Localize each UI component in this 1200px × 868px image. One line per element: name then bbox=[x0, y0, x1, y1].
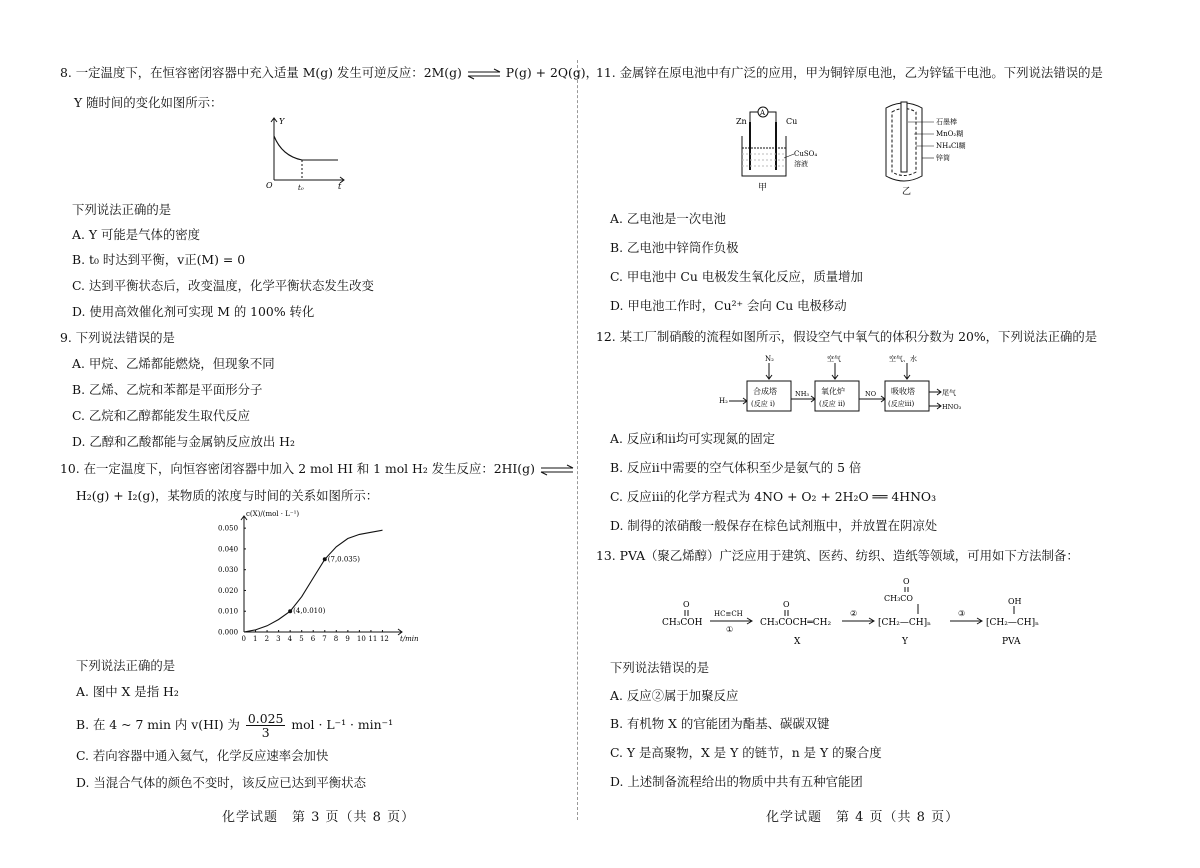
q10-option-d: D. 当混合气体的颜色不变时，该反应已达到平衡状态 bbox=[76, 775, 366, 790]
m3-top-label: CH₃CO bbox=[884, 594, 913, 603]
box2-line1: 氧化炉 bbox=[821, 387, 845, 396]
y-tick-label: 0.040 bbox=[218, 545, 239, 554]
q8-stem-1b: P(g) + 2Q(g)， bbox=[505, 65, 599, 80]
q10-prompt: 下列说法正确的是 bbox=[76, 658, 176, 673]
q8-graph-origin: O bbox=[266, 181, 273, 190]
box2-line2: (反应 ii) bbox=[819, 400, 846, 408]
x-tick-label: 1 bbox=[253, 635, 258, 643]
box1-line2: (反应 i) bbox=[751, 400, 775, 408]
q10-option-b-pre: B. 在 4 ~ 7 min 内 v(HI) 为 bbox=[76, 717, 240, 732]
x-tick-label: 8 bbox=[333, 635, 339, 643]
x-tick-label: 9 bbox=[345, 635, 350, 643]
q10-stem-2: H₂(g) + I₂(g)，某物质的浓度与时间的关系如图所示： bbox=[76, 488, 379, 503]
x-label: X bbox=[794, 637, 801, 647]
h2-label: H₂ bbox=[719, 397, 728, 405]
q8-graph-t0: t₀ bbox=[298, 184, 304, 192]
annotation-label: (4,0.010) bbox=[293, 607, 326, 616]
column-divider bbox=[577, 60, 578, 820]
box1-line1: 合成塔 bbox=[753, 387, 777, 396]
q8-graph-ylabel: Y bbox=[279, 117, 285, 126]
q9-option-d: D. 乙醇和乙酸都能与金属钠反应放出 H₂ bbox=[72, 434, 295, 449]
q10-fraction-denominator: 3 bbox=[261, 725, 270, 740]
solution-label: 溶液 bbox=[794, 160, 808, 168]
concentration-curve bbox=[244, 530, 383, 632]
q9-option-c: C. 乙烷和乙醇都能发生取代反应 bbox=[72, 408, 250, 423]
q13-option-b: B. 有机物 X 的官能团为酯基、碳碳双键 bbox=[610, 716, 830, 731]
y-tick-label: 0.020 bbox=[218, 586, 239, 595]
x-axis-label: t/min bbox=[400, 635, 419, 643]
q10-option-b-fraction bbox=[246, 712, 285, 739]
x-tick-label: 4 bbox=[287, 635, 293, 643]
zinc-can-label: 锌筒 bbox=[936, 154, 950, 162]
y-axis-label: c(X)/(mol · L⁻¹) bbox=[246, 510, 300, 518]
step2-label: ② bbox=[850, 609, 858, 618]
q8-graph-xlabel: t bbox=[338, 182, 342, 191]
x-tick-label: 7 bbox=[322, 635, 327, 643]
q8-prompt: 下列说法正确的是 bbox=[72, 202, 172, 217]
x-tick-label: 12 bbox=[379, 635, 389, 643]
y-tick-label: 0.030 bbox=[218, 566, 239, 575]
m2-o-label: O bbox=[783, 600, 790, 609]
oh-label: OH bbox=[1008, 597, 1022, 606]
x-tick-label: 11 bbox=[368, 635, 378, 643]
x-tick-label: 5 bbox=[299, 635, 304, 643]
q9-stem: 9. 下列说法错误的是 bbox=[60, 330, 175, 345]
q8-stem-1: 8. 一定温度下，在恒容密闭容器中充入适量 M(g) 发生可逆反应：2M(g) bbox=[60, 65, 462, 80]
zn-label: Zn bbox=[736, 117, 747, 126]
q10-stem-1: 10. 在一定温度下，向恒容密闭容器中加入 2 mol HI 和 1 mol H₂ 发生反应：2HI(g) bbox=[60, 461, 535, 476]
step1-label: ① bbox=[726, 625, 734, 634]
q13-option-a: A. 反应②属于加聚反应 bbox=[610, 688, 739, 703]
equilibrium-arrow-icon bbox=[466, 69, 502, 79]
m3-label: [CH₂—CH]ₙ bbox=[878, 618, 931, 628]
m3-o-label: O bbox=[903, 577, 910, 586]
pva-label: PVA bbox=[1002, 637, 1021, 647]
q10-chart bbox=[200, 506, 419, 652]
step3-label: ③ bbox=[958, 609, 966, 618]
q10-option-b-post: mol · L⁻¹ · min⁻¹ bbox=[291, 717, 394, 732]
q13-option-d: D. 上述制备流程给出的物质中共有五种官能团 bbox=[610, 774, 863, 789]
q11-stem: 11. 金属锌在原电池中有广泛的应用，甲为铜锌原电池，乙为锌锰干电池。下列说法错误的是 bbox=[596, 65, 1103, 80]
acetylene-label: HC≡CH bbox=[714, 610, 743, 618]
x-tick-label: 6 bbox=[310, 635, 316, 643]
q13-reaction-scheme bbox=[650, 574, 1070, 648]
x-tick-label: 10 bbox=[356, 635, 366, 643]
y-label: Y bbox=[902, 637, 908, 647]
x-tick-label: 0 bbox=[241, 635, 246, 643]
q12-option-b: B. 反应ⅱ中需要的空气体积至少是氨气的 5 倍 bbox=[610, 460, 862, 475]
q12-option-d: D. 制得的浓硝酸一般保存在棕色试剂瓶中，并放置在阴凉处 bbox=[610, 518, 938, 533]
air-water-label: 空气、水 bbox=[889, 355, 917, 363]
nh3-label: NH₃ bbox=[795, 390, 809, 398]
q9-option-a: A. 甲烷、乙烯都能燃烧，但现象不同 bbox=[72, 356, 275, 371]
mno2-paste-label: MnO₂糊 bbox=[936, 130, 964, 138]
m4-label: [CH₂—CH]ₙ bbox=[986, 618, 1039, 628]
q11-option-a: A. 乙电池是一次电池 bbox=[610, 211, 726, 226]
q13-stem: 13. PVA（聚乙烯醇）广泛应用于建筑、医药、纺织、造纸等领域，可用如下方法制备： bbox=[596, 548, 1079, 563]
y-tick-label: 0.000 bbox=[218, 628, 239, 637]
q10-option-b bbox=[76, 712, 393, 739]
cuso4-label: CuSO₄ bbox=[794, 150, 818, 158]
air-label: 空气 bbox=[827, 355, 841, 363]
q8-stem-2: Y 随时间的变化如图所示： bbox=[74, 95, 223, 110]
q11-option-b: B. 乙电池中锌筒作负极 bbox=[610, 240, 739, 255]
q12-flowchart bbox=[715, 351, 962, 421]
y-tick-label: 0.010 bbox=[218, 607, 239, 616]
m2-label: CH₃COCH═CH₂ bbox=[760, 618, 832, 628]
q8-option-b: B. t₀ 时达到平衡，v正(M) = 0 bbox=[72, 252, 246, 267]
annotation-label: (7,0.035) bbox=[327, 555, 360, 564]
q12-option-c: C. 反应ⅲ的化学方程式为 4NO + O₂ + 2H₂O ══ 4HNO₃ bbox=[610, 489, 937, 504]
q12-option-a: A. 反应ⅰ和ⅱ均可实现氮的固定 bbox=[610, 431, 776, 446]
footer-page-3: 化学试题 第 3 页（共 8 页） bbox=[222, 810, 416, 825]
y-tick-label: 0.050 bbox=[218, 524, 239, 533]
n2-label: N₂ bbox=[765, 355, 774, 363]
no-label: NO bbox=[865, 390, 877, 398]
box3-line1: 吸收塔 bbox=[891, 387, 915, 396]
equilibrium-arrow-icon bbox=[539, 465, 575, 475]
cell-jia-caption: 甲 bbox=[758, 183, 768, 193]
q11-option-c: C. 甲电池中 Cu 电极发生氧化反应，质量增加 bbox=[610, 269, 863, 284]
cell-yi-caption: 乙 bbox=[902, 187, 912, 197]
q8-option-a: A. Y 可能是气体的密度 bbox=[72, 227, 201, 242]
data-point bbox=[323, 557, 327, 561]
q9-option-b: B. 乙烯、乙烷和苯都是平面形分子 bbox=[72, 382, 263, 397]
q13-prompt: 下列说法错误的是 bbox=[610, 660, 710, 675]
q8-option-d: D. 使用高效催化剂可实现 M 的 100% 转化 bbox=[72, 304, 315, 319]
q11-option-d: D. 甲电池工作时，Cu²⁺ 会向 Cu 电极移动 bbox=[610, 298, 847, 313]
q11-galvanic-cell-figure bbox=[728, 96, 838, 192]
q8-option-c: C. 达到平衡状态后，改变温度，化学平衡状态发生改变 bbox=[72, 278, 374, 293]
footer-page-4: 化学试题 第 4 页（共 8 页） bbox=[766, 810, 960, 825]
box3-line2: (反应iii) bbox=[888, 400, 915, 408]
cu-label: Cu bbox=[786, 117, 798, 126]
graphite-rod-label: 石墨棒 bbox=[936, 118, 957, 126]
q13-option-c: C. Y 是高聚物，X 是 Y 的链节，n 是 Y 的聚合度 bbox=[610, 745, 882, 760]
m1-o-label: O bbox=[683, 600, 690, 609]
ammeter-label: A bbox=[760, 109, 766, 117]
q8-graph bbox=[262, 112, 352, 194]
hno3-label: HNO₃ bbox=[942, 403, 962, 411]
tail-gas-label: 尾气 bbox=[942, 389, 956, 397]
q11-dry-cell-figure bbox=[878, 96, 1008, 196]
q10-fraction-numerator: 0.025 bbox=[247, 711, 284, 726]
m1-label: CH₃COH bbox=[662, 618, 703, 628]
x-tick-label: 3 bbox=[276, 635, 281, 643]
x-tick-label: 2 bbox=[264, 635, 270, 643]
q12-stem: 12. 某工厂制硝酸的流程如图所示，假设空气中氧气的体积分数为 20%，下列说法正确的是 bbox=[596, 329, 1098, 344]
q10-option-a: A. 图中 X 是指 H₂ bbox=[76, 684, 179, 699]
q10-option-c: C. 若向容器中通入氦气，化学反应速率会加快 bbox=[76, 748, 329, 763]
nh4cl-paste-label: NH₄Cl糊 bbox=[936, 142, 966, 150]
data-point bbox=[288, 609, 292, 613]
